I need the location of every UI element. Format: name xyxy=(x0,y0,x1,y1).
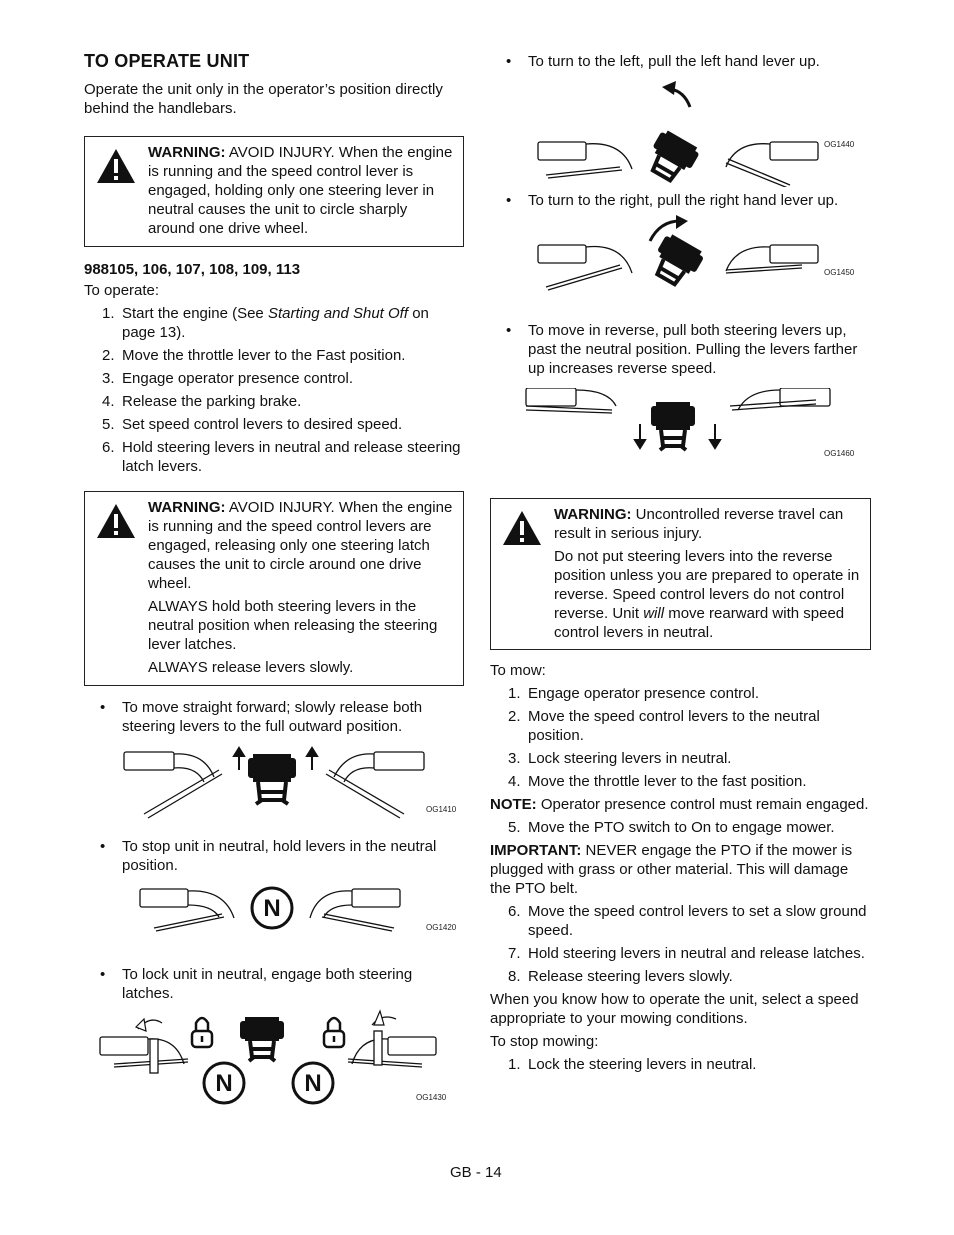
operate-steps xyxy=(84,304,464,476)
list-item: 8. Release steering levers slowly. xyxy=(508,968,733,985)
neutral-illustration xyxy=(84,883,464,965)
mow-step-5 xyxy=(490,818,871,837)
list-item: 6. Hold steering levers in neutral and release steering latch levers. xyxy=(102,439,461,475)
list-item: 1. Engage operator presence control. xyxy=(508,685,759,702)
list-item: 1. Lock the steering levers in neutral. xyxy=(508,1056,757,1073)
bullet-right: • To turn to the right, pull the right hand lever up. xyxy=(490,191,871,210)
bullet-reverse: • To move in reverse, pull both steering levers up, past the neutral position. Pulling the levers farther up increases reverse speed. xyxy=(490,321,871,378)
figure-code: OG1440 xyxy=(824,140,855,149)
important-note: IMPORTANT: NEVER engage the PTO if the mower is plugged with grass or other material. This will damage the PTO belt. xyxy=(490,842,853,897)
bullet-neutral: • To stop unit in neutral, hold levers in the neutral position. xyxy=(84,837,464,875)
warning-triangle-icon xyxy=(96,503,136,539)
svg-text:N: N xyxy=(304,1070,322,1097)
figure-code: OG1430 xyxy=(416,1093,447,1102)
right-column xyxy=(490,50,871,1078)
bullet-list xyxy=(490,321,871,378)
left-turn-illustration xyxy=(490,77,871,187)
bullet-left: • To turn to the left, pull the left hand lever up. xyxy=(490,52,871,71)
to-stop-label: To stop mowing: xyxy=(490,1033,599,1050)
intro-text: Operate the unit only in the operator’s position directly behind the handlebars. xyxy=(84,81,443,117)
warning-2-p2: ALWAYS hold both steering levers in the neutral position when releasing the steering lever latches. xyxy=(148,598,438,653)
figure-reverse xyxy=(490,388,871,496)
note: NOTE: Operator presence control must remain engaged. xyxy=(490,796,869,813)
svg-text:N: N xyxy=(263,895,281,922)
neutral-n-icon xyxy=(204,1063,333,1103)
warning-triangle-icon xyxy=(96,148,136,184)
stop-steps xyxy=(490,1055,871,1074)
section-title: TO OPERATE UNIT xyxy=(84,51,250,71)
list-item: 7. Hold steering levers in neutral and release latches. xyxy=(508,945,865,962)
bullet-list xyxy=(490,52,871,71)
know-how-text: When you know how to operate the unit, select a speed appropriate to your mowing conditions. xyxy=(490,991,859,1027)
figure-code: OG1410 xyxy=(426,805,457,814)
warning-1-text: WARNING: AVOID INJURY. When the engine is running and the speed control lever is engaged, holding only one steering lever in neutral causes the unit to circle sharply around one drive wheel. xyxy=(148,144,453,237)
figure-code: OG1460 xyxy=(824,449,855,458)
bullet-lock: • To lock unit in neutral, engage both steering latches. xyxy=(84,965,464,1003)
figure-right-turn xyxy=(490,215,871,321)
warning-box-3 xyxy=(490,498,871,650)
bullet-list xyxy=(84,965,464,1003)
mower-icon xyxy=(240,1017,284,1061)
list-item: 4. Move the throttle lever to the fast position. xyxy=(508,773,807,790)
figure-lock xyxy=(84,1009,464,1119)
to-mow-label: To mow: xyxy=(490,662,546,679)
list-item: 4. Release the parking brake. xyxy=(102,393,302,410)
warning-triangle-icon xyxy=(502,510,542,546)
mow-steps-continued xyxy=(490,902,871,986)
bullet-list xyxy=(84,837,464,875)
mow-steps xyxy=(490,684,871,791)
list-item: 6. Move the speed control levers to set a slow ground speed. xyxy=(508,903,867,939)
mower-icon xyxy=(248,754,296,804)
models-heading: 988105, 106, 107, 108, 109, 113 xyxy=(84,261,301,278)
neutral-n-icon xyxy=(252,888,292,928)
list-item: 1. Start the engine (See Starting and Shut Off on page 13). xyxy=(102,305,429,341)
warning-3-p2: Do not put steering levers into the reverse position unless you are prepared to operate in reverse. Speed control levers do not control reverse. Unit will move rearward with speed control levers in neutral. xyxy=(554,548,860,641)
list-item: 3. Engage operator presence control. xyxy=(102,370,353,387)
bullet-list xyxy=(490,191,871,210)
warning-3-text: WARNING: Uncontrolled reverse travel can result in serious injury. xyxy=(554,506,844,542)
mower-icon xyxy=(647,232,706,290)
bullet-list xyxy=(84,698,464,736)
left-column xyxy=(84,50,464,1119)
figure-forward xyxy=(84,742,464,837)
warning-box-2 xyxy=(84,491,464,686)
right-turn-illustration xyxy=(490,215,871,321)
list-item: 2. Move the speed control levers to the neutral position. xyxy=(508,708,820,744)
to-operate-label: To operate: xyxy=(84,282,160,299)
mower-icon xyxy=(651,402,695,450)
figure-code: OG1450 xyxy=(824,268,855,277)
mower-icon xyxy=(642,128,701,186)
svg-text:N: N xyxy=(215,1070,233,1097)
figure-left-turn xyxy=(490,77,871,187)
bullet-forward: • To move straight forward; slowly release both steering levers to the full outward position. xyxy=(84,698,464,736)
reverse-illustration xyxy=(490,388,871,496)
figure-neutral xyxy=(84,883,464,965)
list-item: 2. Move the throttle lever to the Fast position. xyxy=(102,347,406,364)
warning-2-text: WARNING: AVOID INJURY. When the engine is running and the speed control levers are engaged, releasing only one steering latch causes the unit to circle around one drive wheel. xyxy=(148,499,453,592)
page-number: GB - 14 xyxy=(450,1164,502,1181)
warning-2-p3: ALWAYS release levers slowly. xyxy=(148,659,354,676)
lock-illustration xyxy=(84,1009,464,1119)
list-item: 5. Move the PTO switch to On to engage mower. xyxy=(508,819,835,836)
list-item: 5. Set speed control levers to desired speed. xyxy=(102,416,403,433)
warning-box-1 xyxy=(84,136,464,247)
list-item: 3. Lock steering levers in neutral. xyxy=(508,750,732,767)
figure-code: OG1420 xyxy=(426,923,457,932)
forward-illustration xyxy=(84,742,464,837)
